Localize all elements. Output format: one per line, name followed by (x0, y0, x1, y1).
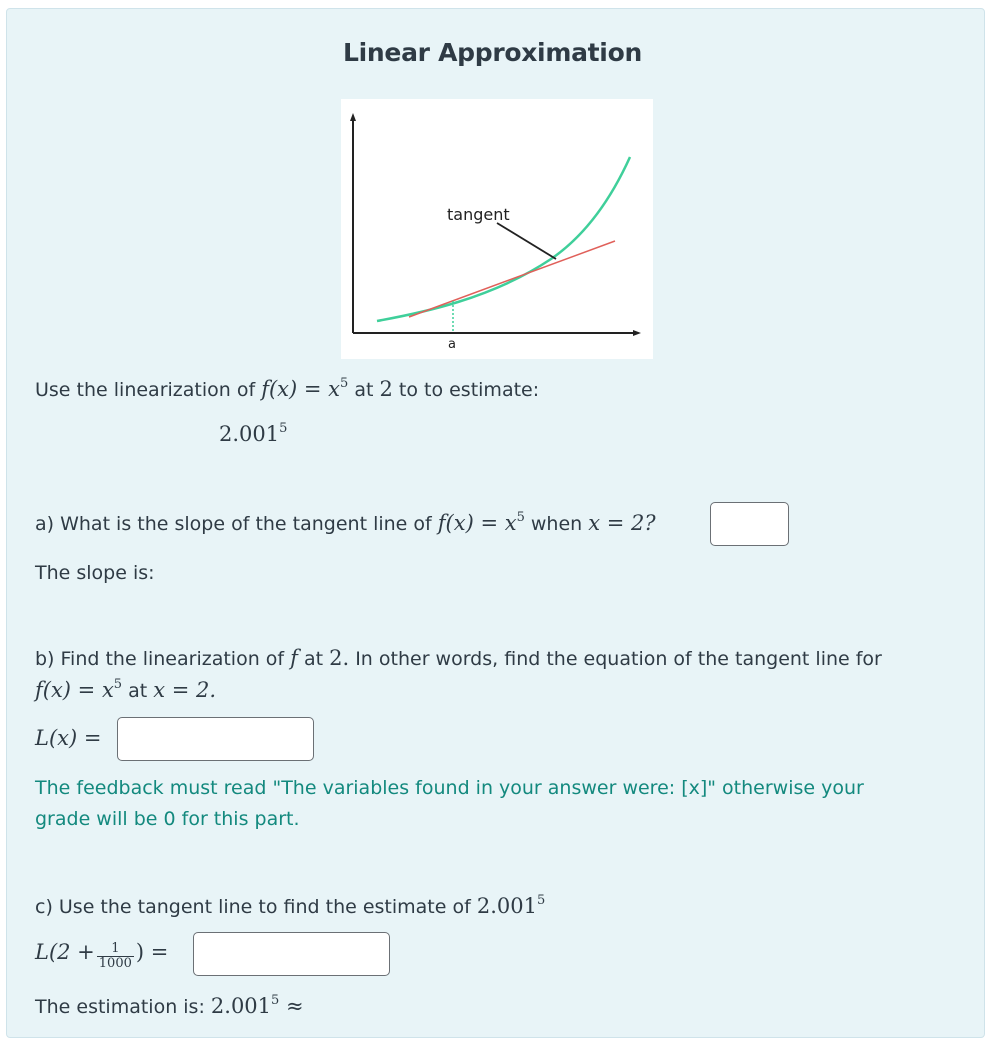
page-title: Linear Approximation (343, 38, 642, 67)
linearization-lhs: L(x) = (35, 726, 102, 750)
feedback-note-line2: grade will be 0 for this part. (35, 808, 300, 830)
slope-label: The slope is: (35, 562, 155, 584)
part-b-question: b) Find the linearization of f at 2. In other words, find the equation of the tangent line for (35, 646, 882, 670)
estimate-answer-input[interactable] (193, 932, 390, 976)
curve (377, 157, 630, 321)
feedback-note-line1: The feedback must read "The variables found in your answer were: [x]" otherwise your (35, 777, 864, 799)
estimate-lhs: L(2 + $\frac{1}{1000}$ ) = (35, 940, 169, 971)
linearization-answer-input[interactable] (117, 717, 314, 761)
part-b-question-cont: $f(x) = x^5$ at x = 2. (35, 677, 217, 702)
estimation-line: The estimation is: 2.001$^5$ ≈ (35, 993, 304, 1018)
tangent-graph (341, 99, 653, 359)
a-label: a (448, 337, 456, 352)
x-axis-arrow (633, 330, 641, 336)
estimate-expression: 2.001$^5$ (219, 421, 288, 446)
slope-answer-input[interactable] (710, 502, 789, 546)
y-axis-arrow (350, 113, 356, 121)
part-a-question: a) What is the slope of the tangent line of $f(x) = x^5$ when x = 2? (35, 510, 656, 535)
tangent-label: tangent (447, 205, 510, 224)
fraction: $\frac{1}{1000}$ (98, 941, 132, 971)
linear-approximation-figure (341, 99, 653, 359)
intro-function: f(x) = x (261, 377, 340, 401)
tangent-pointer (497, 223, 556, 259)
tangent-line (409, 241, 615, 317)
intro-line: Use the linearization of $f(x) = x^5$ at 2 to to estimate: (35, 376, 540, 401)
part-c-question: c) Use the tangent line to find the estimate of 2.001$^5$ (35, 893, 546, 918)
